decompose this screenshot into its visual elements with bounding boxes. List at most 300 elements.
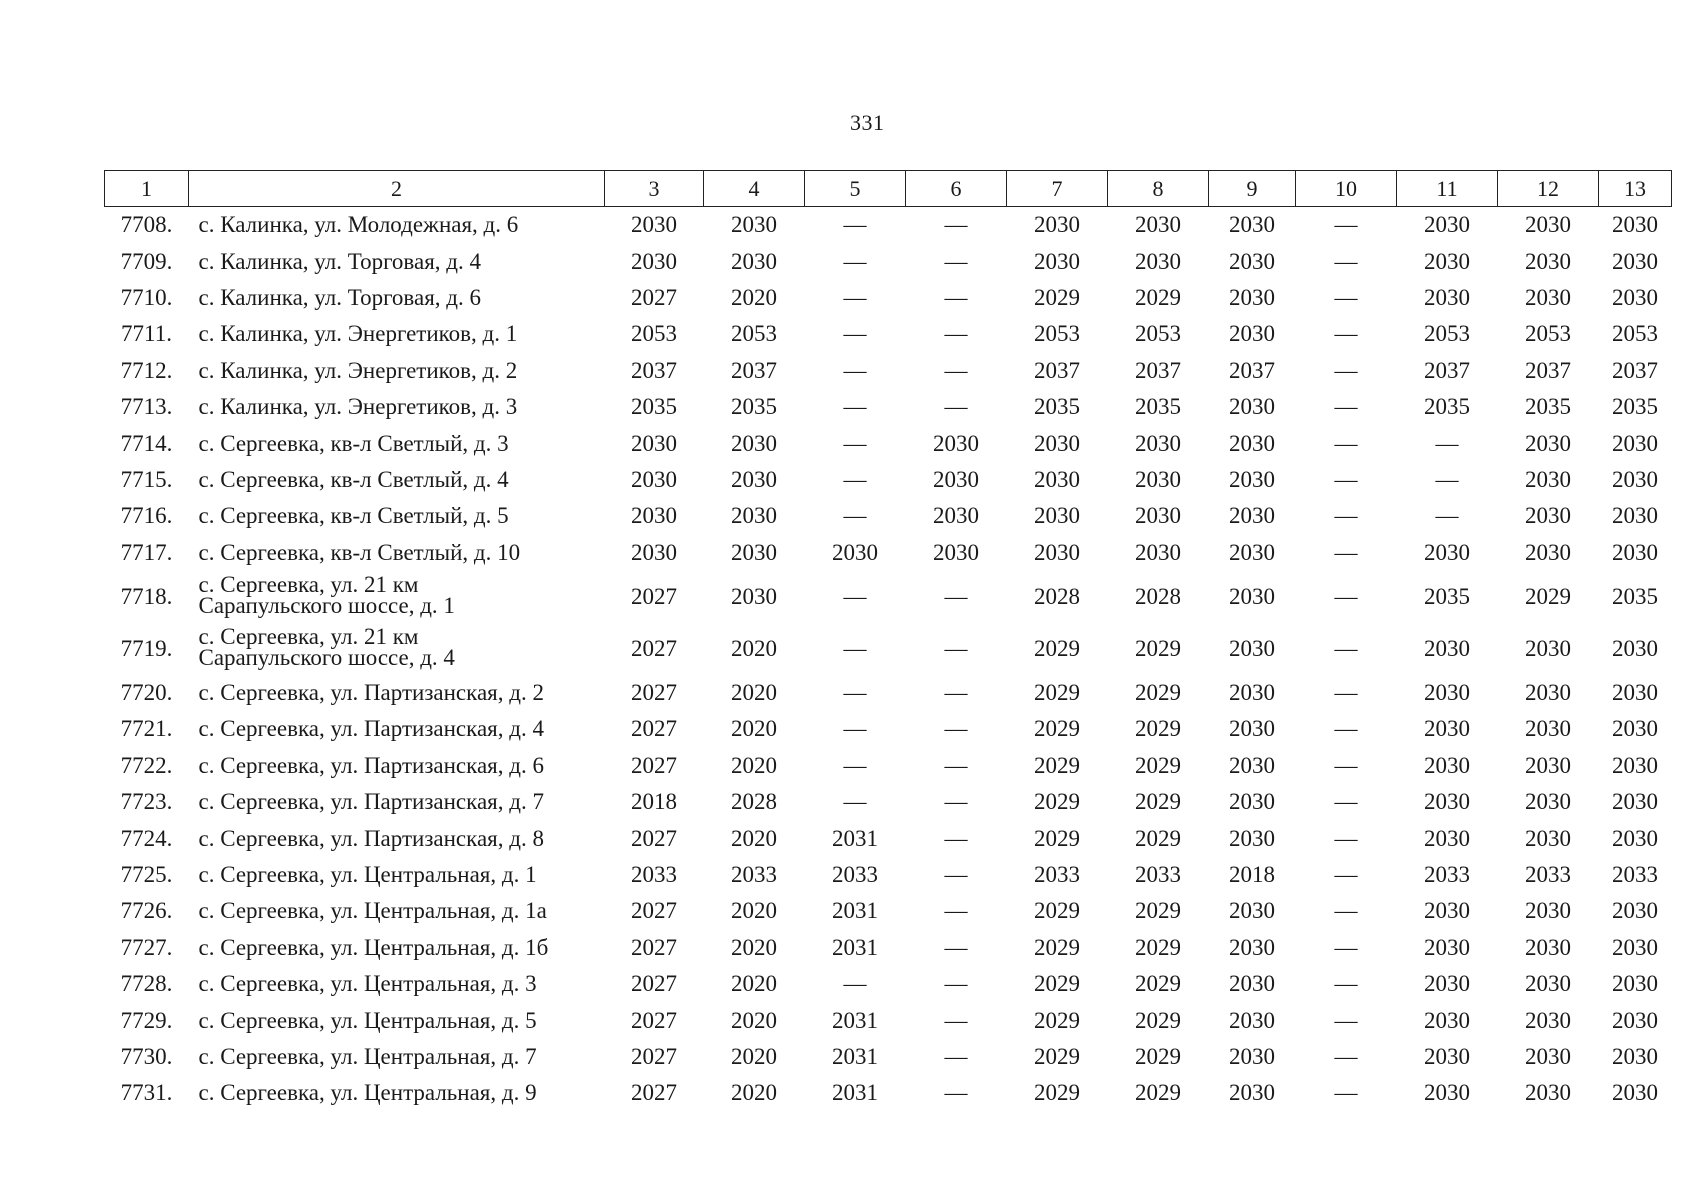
year-cell: — <box>843 430 867 456</box>
year-cell: — <box>843 680 867 706</box>
year-cell: — <box>944 680 968 706</box>
address-text: с. Сергеевка, кв-л Светлый, д. 3 <box>198 430 509 456</box>
year-cell: 2030 <box>933 503 979 529</box>
address-text: с. Калинка, ул. Энергетиков, д. 1 <box>198 321 518 347</box>
year-cell: 2030 <box>1424 248 1470 274</box>
year-cell: — <box>1334 1007 1358 1033</box>
year-cell: — <box>1334 248 1358 274</box>
year-cell: 2030 <box>1612 430 1658 456</box>
year-cell: 2053 <box>631 321 677 347</box>
year-cell: 2030 <box>731 539 777 565</box>
year-cell: 2030 <box>1229 825 1275 851</box>
year-cell: 2030 <box>1525 1080 1571 1106</box>
column-header: 8 <box>1108 171 1209 207</box>
year-cell: — <box>944 789 968 815</box>
year-cell: 2033 <box>1135 862 1181 888</box>
year-cell: — <box>944 1080 968 1106</box>
address-cell <box>189 571 605 623</box>
column-header: 10 <box>1296 171 1397 207</box>
year-cell: 2033 <box>1612 862 1658 888</box>
address-text: с. Сергеевка, ул. Центральная, д. 3 <box>198 971 537 997</box>
column-header: 2 <box>189 171 605 207</box>
address-cell <box>189 675 605 711</box>
year-cell: 2037 <box>1229 357 1275 383</box>
year-cell: — <box>843 284 867 310</box>
address-text: с. Сергеевка, ул. Центральная, д. 7 <box>198 1044 537 1069</box>
year-cell: 2030 <box>1135 503 1181 529</box>
year-cell: 2030 <box>933 430 979 456</box>
row-number-cell: 7712. <box>120 357 173 383</box>
address-cell <box>189 711 605 747</box>
address-text: с. Калинка, ул. Молодежная, д. 6 <box>198 212 519 238</box>
year-cell: 2053 <box>1034 321 1080 347</box>
year-cell: 2035 <box>631 394 677 420</box>
year-cell: 2030 <box>1034 466 1080 492</box>
year-cell: 2029 <box>1135 1044 1181 1069</box>
year-cell: 2030 <box>1229 284 1275 310</box>
year-cell: 2029 <box>1034 635 1080 661</box>
year-cell: 2030 <box>1525 825 1571 851</box>
address-text: с. Сергеевка, ул. 21 км Сарапульского шоссе, д. 1 <box>198 572 455 619</box>
row-number-cell: 7711. <box>121 321 172 347</box>
year-cell: — <box>1334 503 1358 529</box>
table-row <box>105 893 1672 929</box>
year-cell: — <box>944 248 968 274</box>
year-cell: — <box>843 789 867 815</box>
year-cell: 2030 <box>1229 248 1275 274</box>
year-cell: 2030 <box>1525 539 1571 565</box>
table-row <box>105 784 1672 820</box>
year-cell: 2029 <box>1135 789 1181 815</box>
year-cell: 2029 <box>1525 583 1571 609</box>
table-row <box>105 389 1672 425</box>
year-cell: 2031 <box>832 898 878 924</box>
year-cell: 2027 <box>631 971 677 997</box>
year-cell: 2030 <box>933 539 979 565</box>
year-cell: — <box>944 635 968 661</box>
year-cell: 2030 <box>1135 466 1181 492</box>
year-cell: 2029 <box>1135 635 1181 661</box>
column-header: 7 <box>1007 171 1108 207</box>
row-number-cell: 7716. <box>120 503 173 529</box>
year-cell: 2030 <box>1229 321 1275 347</box>
address-text: с. Сергеевка, ул. Партизанская, д. 2 <box>198 680 544 706</box>
year-cell: 2030 <box>1229 1007 1275 1033</box>
table-row <box>105 966 1672 1002</box>
year-cell: 2053 <box>1424 321 1470 347</box>
column-header: 3 <box>605 171 704 207</box>
year-cell: 2035 <box>1525 394 1571 420</box>
year-cell: 2030 <box>1424 752 1470 778</box>
column-header: 12 <box>1498 171 1599 207</box>
year-cell: — <box>1334 583 1358 609</box>
year-cell: 2030 <box>631 248 677 274</box>
year-cell: — <box>843 394 867 420</box>
row-number-cell: 7717. <box>120 539 173 565</box>
year-cell: — <box>843 635 867 661</box>
year-cell: 2030 <box>1229 1044 1275 1069</box>
address-cell <box>189 389 605 425</box>
year-cell: 2020 <box>731 752 777 778</box>
year-cell: 2029 <box>1135 284 1181 310</box>
year-cell: 2030 <box>731 466 777 492</box>
year-cell: 2030 <box>1424 1007 1470 1033</box>
year-cell: — <box>843 357 867 383</box>
year-cell: 2033 <box>832 862 878 888</box>
address-cell <box>189 243 605 279</box>
table-row <box>105 1039 1672 1075</box>
year-cell: — <box>1435 430 1459 456</box>
year-cell: 2030 <box>1135 539 1181 565</box>
row-number-cell: 7714. <box>120 430 173 456</box>
year-cell: 2029 <box>1034 1080 1080 1106</box>
year-cell: — <box>944 583 968 609</box>
year-cell: 2030 <box>1424 680 1470 706</box>
year-cell: 2030 <box>1612 789 1658 815</box>
year-cell: 2018 <box>631 789 677 815</box>
year-cell: — <box>1334 898 1358 924</box>
year-cell: 2035 <box>1135 394 1181 420</box>
year-cell: 2035 <box>1612 583 1658 609</box>
row-number-cell: 7726. <box>120 898 173 924</box>
row-number-cell: 7708. <box>120 212 173 238</box>
year-cell: 2029 <box>1034 971 1080 997</box>
year-cell: 2029 <box>1135 752 1181 778</box>
row-number-cell: 7715. <box>120 466 173 492</box>
year-cell: — <box>1334 321 1358 347</box>
year-cell: 2037 <box>1612 357 1658 383</box>
year-cell: 2030 <box>631 212 677 238</box>
year-cell: 2029 <box>1034 898 1080 924</box>
year-cell: 2030 <box>1034 248 1080 274</box>
year-cell: 2030 <box>1612 284 1658 310</box>
year-cell: — <box>1334 284 1358 310</box>
year-cell: — <box>944 212 968 238</box>
year-cell: 2030 <box>631 466 677 492</box>
year-cell: — <box>1334 635 1358 661</box>
year-cell: 2030 <box>1424 212 1470 238</box>
year-cell: 2030 <box>1135 212 1181 238</box>
address-text: с. Калинка, ул. Энергетиков, д. 3 <box>198 394 518 420</box>
year-cell: 2035 <box>1424 394 1470 420</box>
year-cell: 2029 <box>1135 898 1181 924</box>
year-cell: 2030 <box>1229 971 1275 997</box>
year-cell: — <box>1334 789 1358 815</box>
year-cell: — <box>1334 466 1358 492</box>
address-cell <box>189 784 605 820</box>
address-cell <box>189 1039 605 1075</box>
year-cell: 2020 <box>731 898 777 924</box>
table-row <box>105 462 1672 498</box>
year-cell: 2035 <box>1612 394 1658 420</box>
address-text: с. Сергеевка, ул. Центральная, д. 1а <box>198 898 547 924</box>
table-row <box>105 353 1672 389</box>
year-cell: 2030 <box>631 539 677 565</box>
year-cell: — <box>944 934 968 960</box>
address-cell <box>189 1075 605 1111</box>
address-cell <box>189 462 605 498</box>
year-cell: — <box>944 825 968 851</box>
year-cell: — <box>1334 716 1358 742</box>
year-cell: — <box>944 752 968 778</box>
year-cell: 2030 <box>1229 212 1275 238</box>
column-header: 9 <box>1209 171 1296 207</box>
table-row <box>105 498 1672 534</box>
header-row <box>105 171 1672 207</box>
address-text: с. Сергеевка, ул. Центральная, д. 1 <box>198 862 537 888</box>
year-cell: 2030 <box>1424 716 1470 742</box>
year-cell: — <box>1435 503 1459 529</box>
year-cell: 2030 <box>731 248 777 274</box>
year-cell: 2030 <box>1229 752 1275 778</box>
year-cell: 2037 <box>1424 357 1470 383</box>
year-cell: 2053 <box>1612 321 1658 347</box>
year-cell: 2030 <box>1525 503 1571 529</box>
year-cell: 2030 <box>1525 716 1571 742</box>
row-number-cell: 7730. <box>120 1044 173 1069</box>
table-row <box>105 280 1672 316</box>
address-text: с. Сергеевка, ул. Партизанская, д. 6 <box>198 752 544 778</box>
column-header: 5 <box>805 171 906 207</box>
year-cell: 2030 <box>1229 583 1275 609</box>
table-row <box>105 207 1672 244</box>
row-number-cell: 7720. <box>120 680 173 706</box>
year-cell: 2035 <box>731 394 777 420</box>
year-cell: 2030 <box>1424 1044 1470 1069</box>
year-cell: 2030 <box>731 503 777 529</box>
year-cell: 2029 <box>1135 825 1181 851</box>
year-cell: — <box>944 1007 968 1033</box>
year-cell: 2031 <box>832 1080 878 1106</box>
year-cell: 2030 <box>1229 789 1275 815</box>
year-cell: — <box>1334 752 1358 778</box>
row-number-cell: 7713. <box>120 394 173 420</box>
year-cell: 2053 <box>1525 321 1571 347</box>
year-cell: — <box>1334 825 1358 851</box>
year-cell: 2031 <box>832 825 878 851</box>
year-cell: 2037 <box>1135 357 1181 383</box>
table-row <box>105 748 1672 784</box>
year-cell: 2030 <box>1525 971 1571 997</box>
year-cell: — <box>843 212 867 238</box>
year-cell: — <box>1334 934 1358 960</box>
address-text: с. Сергеевка, ул. Центральная, д. 5 <box>198 1007 537 1033</box>
year-cell: 2030 <box>1525 466 1571 492</box>
year-cell: — <box>1334 539 1358 565</box>
column-header: 1 <box>105 171 189 207</box>
table-row <box>105 675 1672 711</box>
row-number-cell: 7728. <box>120 971 173 997</box>
year-cell: 2029 <box>1135 1007 1181 1033</box>
address-text: с. Сергеевка, кв-л Светлый, д. 5 <box>198 503 509 529</box>
year-cell: 2020 <box>731 284 777 310</box>
year-cell: — <box>1334 680 1358 706</box>
year-cell: 2028 <box>731 789 777 815</box>
year-cell: 2020 <box>731 1080 777 1106</box>
year-cell: 2030 <box>1525 635 1571 661</box>
year-cell: — <box>843 503 867 529</box>
year-cell: 2030 <box>1229 680 1275 706</box>
address-cell <box>189 425 605 461</box>
year-cell: 2030 <box>1612 466 1658 492</box>
year-cell: 2020 <box>731 971 777 997</box>
year-cell: 2030 <box>1612 971 1658 997</box>
year-cell: 2030 <box>1612 716 1658 742</box>
year-cell: — <box>944 321 968 347</box>
year-cell: 2027 <box>631 1044 677 1069</box>
address-text: с. Сергеевка, ул. Партизанская, д. 4 <box>198 716 544 742</box>
year-cell: 2030 <box>1525 934 1571 960</box>
table-row <box>105 623 1672 675</box>
address-cell <box>189 893 605 929</box>
year-cell: 2027 <box>631 583 677 609</box>
year-cell: 2028 <box>1034 583 1080 609</box>
year-cell: 2053 <box>1135 321 1181 347</box>
year-cell: 2030 <box>1424 971 1470 997</box>
table-body <box>105 207 1672 1112</box>
year-cell: — <box>843 321 867 347</box>
year-cell: 2029 <box>1034 934 1080 960</box>
address-cell <box>189 353 605 389</box>
row-number-cell: 7709. <box>120 248 173 274</box>
year-cell: 2020 <box>731 635 777 661</box>
address-text: с. Сергеевка, ул. Центральная, д. 1б <box>198 934 549 960</box>
year-cell: 2030 <box>1525 248 1571 274</box>
year-cell: 2027 <box>631 284 677 310</box>
year-cell: 2020 <box>731 1044 777 1069</box>
address-text: с. Сергеевка, ул. Партизанская, д. 8 <box>198 825 544 851</box>
year-cell: — <box>1334 430 1358 456</box>
year-cell: 2030 <box>1424 1080 1470 1106</box>
year-cell: 2031 <box>832 934 878 960</box>
address-cell <box>189 535 605 571</box>
year-cell: — <box>1334 212 1358 238</box>
year-cell: 2020 <box>731 716 777 742</box>
table-row <box>105 930 1672 966</box>
year-cell: 2030 <box>1525 789 1571 815</box>
address-text: с. Сергеевка, ул. 21 км Сарапульского шоссе, д. 4 <box>198 624 455 671</box>
year-cell: 2030 <box>1612 248 1658 274</box>
row-number-cell: 7731. <box>120 1080 173 1106</box>
year-cell: 2029 <box>1034 1007 1080 1033</box>
address-text: с. Калинка, ул. Торговая, д. 4 <box>198 248 481 274</box>
year-cell: 2029 <box>1034 752 1080 778</box>
year-cell: 2030 <box>1424 539 1470 565</box>
year-cell: 2030 <box>1135 430 1181 456</box>
year-cell: 2037 <box>1034 357 1080 383</box>
year-cell: — <box>843 248 867 274</box>
row-number-cell: 7722. <box>120 752 173 778</box>
row-number-cell: 7719. <box>120 635 173 661</box>
year-cell: — <box>1334 862 1358 888</box>
year-cell: 2020 <box>731 680 777 706</box>
year-cell: 2027 <box>631 1007 677 1033</box>
year-cell: — <box>843 971 867 997</box>
row-number-cell: 7718. <box>120 583 173 609</box>
address-cell <box>189 748 605 784</box>
year-cell: 2027 <box>631 680 677 706</box>
year-cell: 2030 <box>1525 284 1571 310</box>
year-cell: 2030 <box>1612 1044 1658 1069</box>
column-header: 11 <box>1397 171 1498 207</box>
year-cell: — <box>944 862 968 888</box>
year-cell: 2027 <box>631 898 677 924</box>
year-cell: 2030 <box>1612 503 1658 529</box>
year-cell: — <box>944 357 968 383</box>
year-cell: 2037 <box>1525 357 1571 383</box>
data-table <box>104 170 1672 1112</box>
year-cell: — <box>843 583 867 609</box>
year-cell: 2027 <box>631 934 677 960</box>
address-cell <box>189 1002 605 1038</box>
year-cell: 2030 <box>1229 934 1275 960</box>
year-cell: 2029 <box>1135 716 1181 742</box>
year-cell: 2030 <box>631 430 677 456</box>
year-cell: 2029 <box>1034 284 1080 310</box>
year-cell: 2030 <box>731 212 777 238</box>
address-text: с. Сергеевка, ул. Партизанская, д. 7 <box>198 789 544 815</box>
row-number-cell: 7729. <box>120 1007 173 1033</box>
year-cell: 2035 <box>1424 583 1470 609</box>
year-cell: 2027 <box>631 635 677 661</box>
address-text: с. Калинка, ул. Энергетиков, д. 2 <box>198 357 518 383</box>
year-cell: 2037 <box>631 357 677 383</box>
year-cell: — <box>944 971 968 997</box>
year-cell: 2030 <box>1525 212 1571 238</box>
address-text: с. Калинка, ул. Торговая, д. 6 <box>198 284 481 310</box>
address-cell <box>189 316 605 352</box>
year-cell: 2033 <box>731 862 777 888</box>
year-cell: 2033 <box>1424 862 1470 888</box>
year-cell: — <box>843 716 867 742</box>
address-cell <box>189 820 605 856</box>
table-row <box>105 316 1672 352</box>
year-cell: 2030 <box>933 466 979 492</box>
row-number-cell: 7724. <box>120 825 173 851</box>
year-cell: 2027 <box>631 1080 677 1106</box>
year-cell: 2027 <box>631 825 677 851</box>
year-cell: 2030 <box>1424 825 1470 851</box>
table-row <box>105 1075 1672 1111</box>
year-cell: 2030 <box>1525 680 1571 706</box>
year-cell: — <box>1334 1044 1358 1069</box>
address-cell <box>189 623 605 675</box>
year-cell: 2030 <box>1612 752 1658 778</box>
year-cell: 2029 <box>1034 716 1080 742</box>
year-cell: 2030 <box>1424 789 1470 815</box>
address-cell <box>189 498 605 534</box>
year-cell: 2027 <box>631 752 677 778</box>
year-cell: 2029 <box>1135 971 1181 997</box>
year-cell: 2030 <box>1424 635 1470 661</box>
address-cell <box>189 857 605 893</box>
year-cell: — <box>944 898 968 924</box>
year-cell: — <box>944 1044 968 1069</box>
year-cell: 2033 <box>1525 862 1571 888</box>
table-row <box>105 425 1672 461</box>
column-header: 6 <box>906 171 1007 207</box>
year-cell: 2030 <box>1229 394 1275 420</box>
year-cell: 2027 <box>631 716 677 742</box>
year-cell: — <box>1435 466 1459 492</box>
year-cell: 2030 <box>1034 430 1080 456</box>
year-cell: 2030 <box>1424 284 1470 310</box>
year-cell: 2031 <box>832 1044 878 1069</box>
table-row <box>105 1002 1672 1038</box>
year-cell: 2029 <box>1135 680 1181 706</box>
year-cell: — <box>944 284 968 310</box>
year-cell: 2030 <box>1229 1080 1275 1106</box>
